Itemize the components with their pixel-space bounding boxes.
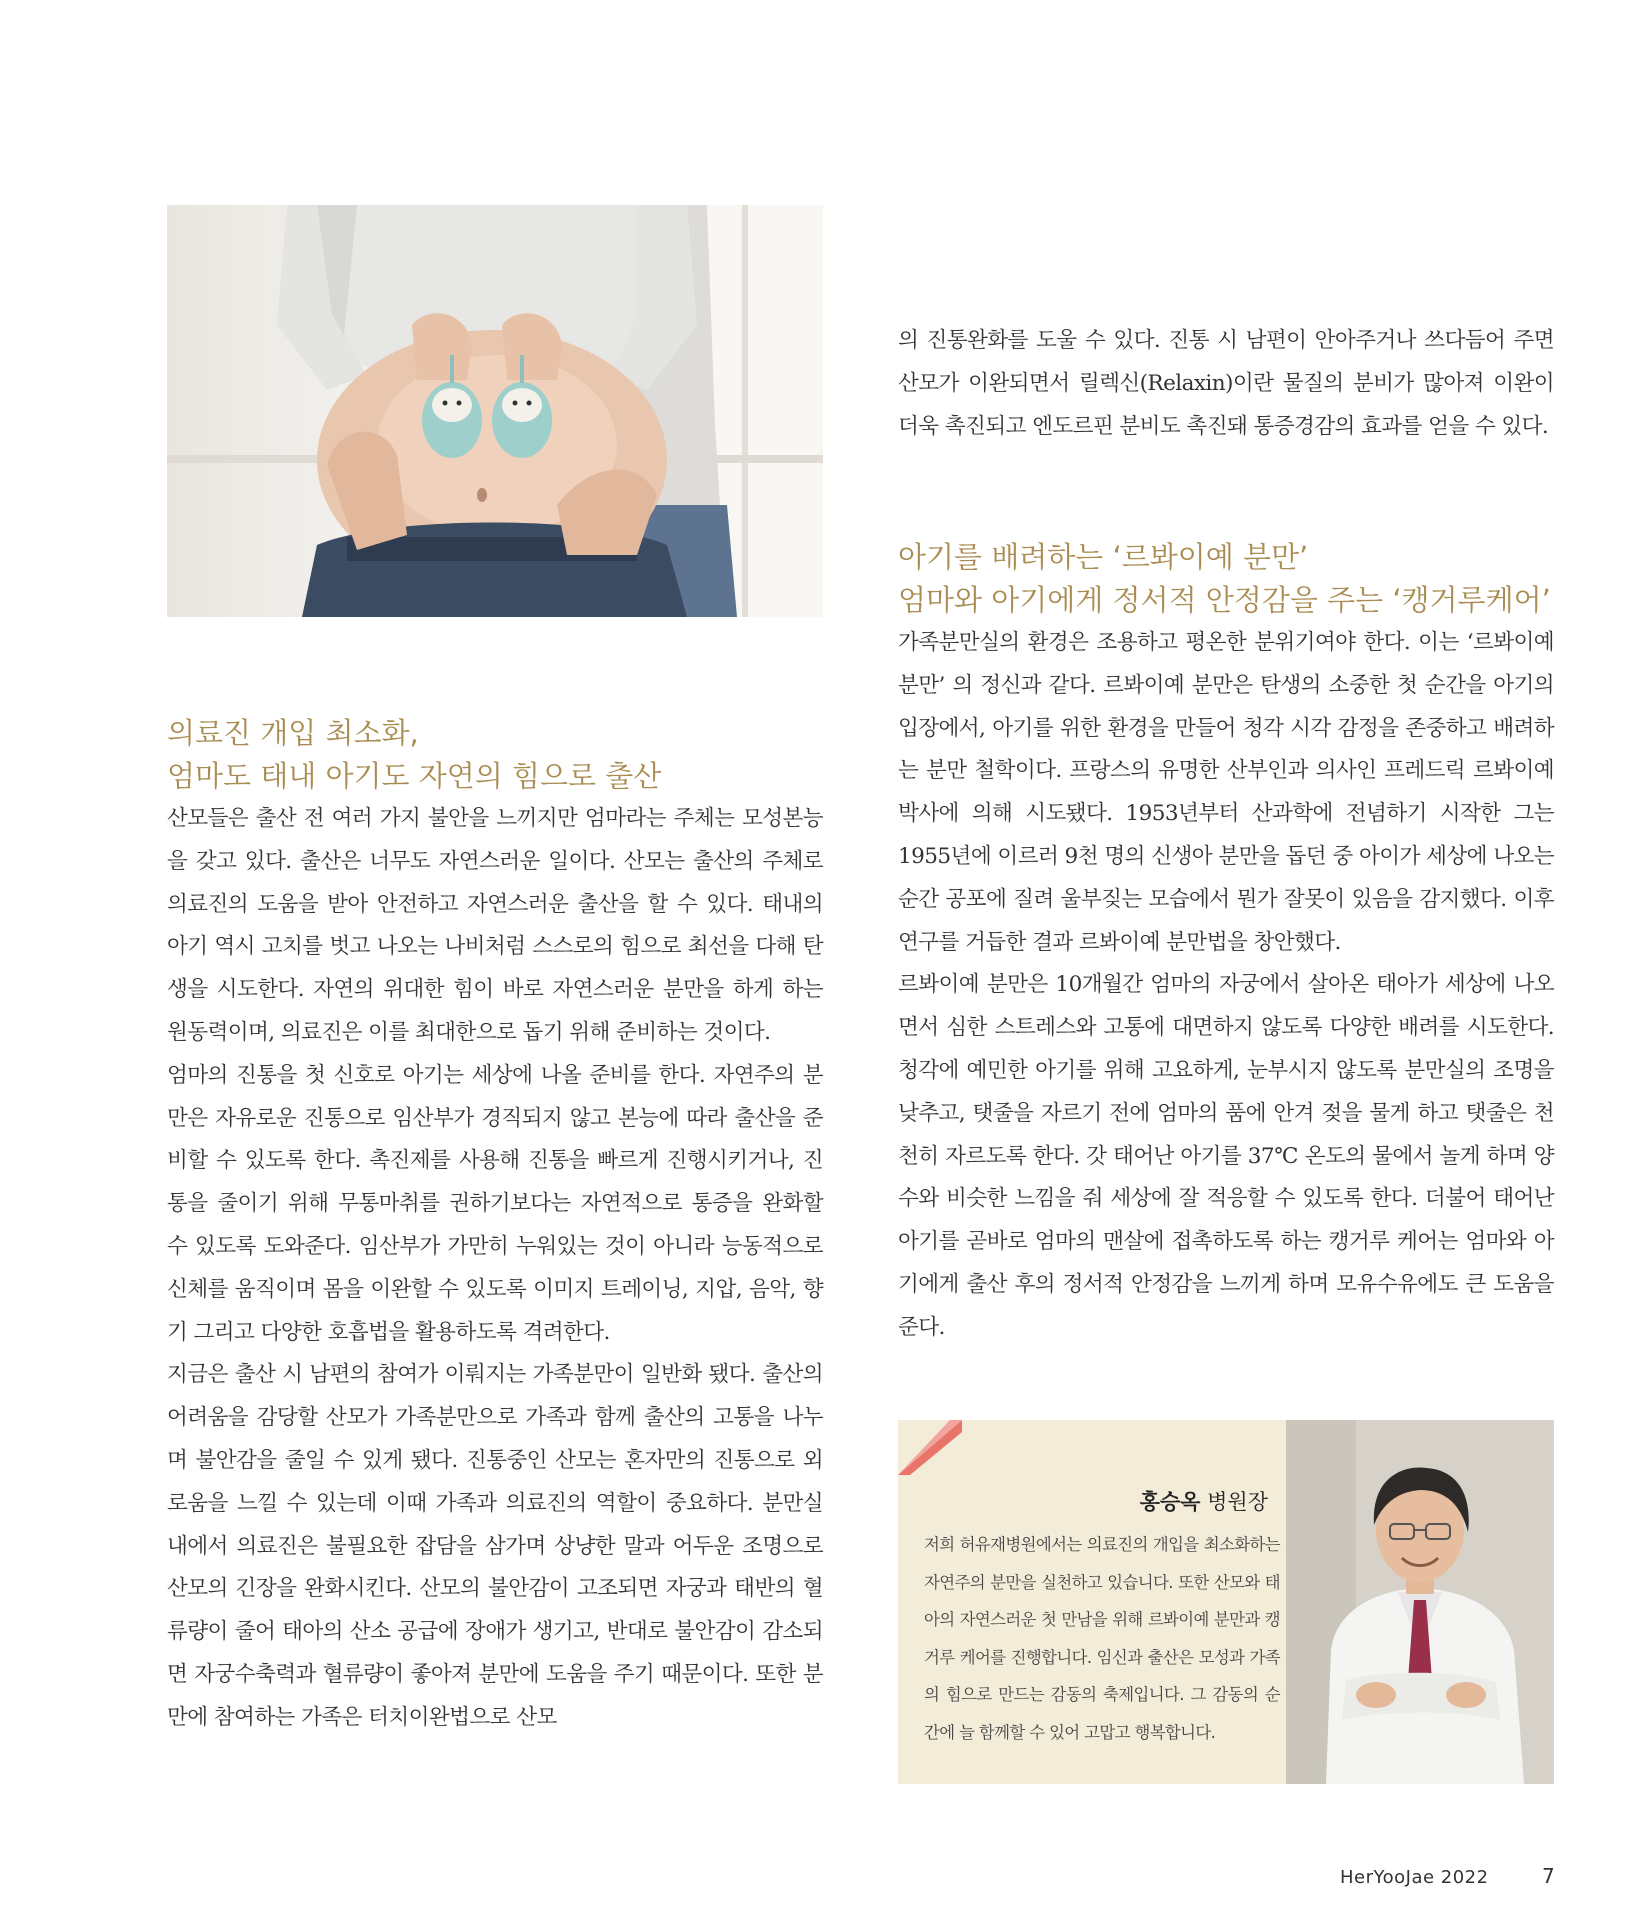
doctor-name	[898, 1486, 1268, 1516]
doctor-quote: 저희 허유재병원에서는 의료진의 개입을 최소화하는 자연주의 분만을 실천하고 있습니다. 또한 산모와 태아의 자연스러운 첫 만남을 위해 르봐이예 분만과 캥거루 케어를 진행합니다. 임신과 출산은 모성과 가족의 힘으로 만드는 감동의 축제입니다. 그 감동의 순간에 늘 함께할 수 있어 고맙고 행복합니다.	[924, 1535, 1280, 1742]
publication-name: HerYooJae 2022	[1340, 1867, 1489, 1888]
left-paragraph-2: 엄마의 진통을 첫 신호로 아기는 세상에 나올 준비를 한다. 자연주의 분만은 자유로운 진통으로 임산부가 경직되지 않고 본능에 따라 출산을 준비할 수 있도록 한다. 촉진제를 사용해 진통을 빠르게 진행시키거나, 진통을 줄이기 위해 무통마취를 권하기보다는 자연적으로 통증을 완화할 수 있도록 도와준다. 임산부가 가만히 누워있는 것이 아니라 능동적으로 신체를 움직이며 몸을 이완할 수 있도록 이미지 트레이닝, 지압, 음악, 향기 그리고 다양한 호흡법을 활용하도록 격려한다.	[167, 1062, 823, 1345]
pregnancy-photo	[167, 205, 823, 617]
doctor-portrait-icon	[1286, 1420, 1554, 1784]
left-heading-line2: 엄마도 태내 아기도 자연의 힘으로 출산	[167, 759, 662, 793]
left-paragraph-3: 지금은 출산 시 남편의 참여가 이뤄지는 가족분만이 일반화 됐다. 출산의 어려움을 감당할 산모가 가족분만으로 가족과 함께 출산의 고통을 나누며 불안감을 줄일 수 있게 됐다. 진통중인 산모는 혼자만의 진통으로 외로움을 느낄 수 있는데 이때 가족과 의료진의 역할이 중요하다. 분만실 내에서 의료진은 불필요한 잡담을 삼가며 상냥한 말과 어두운 조명으로 산모의 긴장을 완화시킨다. 산모의 불안감이 고조되면 자궁과 태반의 혈류량이 줄어 태아의 산소 공급에 장애가 생기고, 반대로 불안감이 감소되면 자궁수축력과 혈류량이 좋아져 분만에 도움을 주기 때문이다. 또한 분만에 참여하는 가족은 터치이완법으로 산모	[167, 1362, 823, 1730]
left-heading	[167, 712, 823, 798]
left-heading-line1: 의료진 개입 최소화,	[167, 716, 419, 750]
left-column	[167, 712, 823, 1740]
pregnant-belly-baby-shoes-icon	[167, 205, 823, 617]
right-column	[898, 536, 1554, 1350]
right-heading-line2: 엄마와 아기에게 정서적 안정감을 주는 ‘캥거루케어’	[898, 583, 1551, 617]
page-number: 7	[1542, 1864, 1555, 1888]
doctor-title: 병원장	[1207, 1490, 1268, 1514]
right-continuation: 의 진통완화를 도울 수 있다. 진통 시 남편이 안아주거나 쓰다듬어 주면 산모가 이완되면서 릴렉신(Relaxin)이란 물질의 분비가 많아져 이완이 더욱 촉진되고 엔도르핀 분비도 촉진돼 통증경감의 효과를 얻을 수 있다.	[898, 328, 1554, 439]
doctor-quote-box	[898, 1420, 1554, 1784]
right-paragraph-2: 르봐이예 분만은 10개월간 엄마의 자궁에서 살아온 태아가 세상에 나오면서 심한 스트레스와 고통에 대면하지 않도록 다양한 배려를 시도한다. 청각에 예민한 아기를 위해 고요하게, 눈부시지 않도록 분만실의 조명을 낮추고, 탯줄을 자르기 전에 엄마의 품에 안겨 젖을 물게 하고 탯줄은 천천히 자르도록 한다. 갓 태어난 아기를 37℃ 온도의 물에서 놀게 하며 양수와 비슷한 느낌을 줘 세상에 잘 적응할 수 있도록 한다. 더불어 태어난 아기를 곧바로 엄마의 맨살에 접촉하도록 하는 캥거루 케어는 엄마와 아기에게 출산 후의 정서적 안정감을 느끼게 하며 모유수유에도 큰 도움을 준다.	[898, 972, 1554, 1340]
right-heading-line1: 아기를 배려하는 ‘르봐이예 분만’	[898, 540, 1309, 574]
right-paragraph-1: 가족분만실의 환경은 조용하고 평온한 분위기여야 한다. 이는 ‘르봐이예 분만’ 의 정신과 같다. 르봐이예 분만은 탄생의 소중한 첫 순간을 아기의 입장에서, 아기를 위한 환경을 만들어 청각 시각 감정을 존중하고 배려하는 분만 철학이다. 프랑스의 유명한 산부인과 의사인 프레드릭 르봐이예 박사에 의해 시도됐다. 1953년부터 산과학에 전념하기 시작한 그는 1955년에 이르러 9천 명의 신생아 분만을 돕던 중 아이가 세상에 나오는 순간 공포에 질려 울부짖는 모습에서 뭔가 잘못이 있음을 감지했다. 이후 연구를 거듭한 결과 르봐이예 분만법을 창안했다.	[898, 630, 1554, 955]
doctor-photo	[1286, 1420, 1554, 1784]
doctor-name-text: 홍승옥	[1139, 1490, 1201, 1514]
left-paragraph-1: 산모들은 출산 전 여러 가지 불안을 느끼지만 엄마라는 주체는 모성본능을 갖고 있다. 출산은 너무도 자연스러운 일이다. 산모는 출산의 주체로 의료진의 도움을 받아 안전하고 자연스러운 출산을 할 수 있다. 태내의 아기 역시 고치를 벗고 나오는 나비처럼 스스로의 힘으로 최선을 다해 탄생을 시도한다. 자연의 위대한 힘이 바로 자연스러운 분만을 하게 하는 원동력이며, 의료진은 이를 최대한으로 돕기 위해 준비하는 것이다.	[167, 806, 823, 1045]
corner-accent-icon	[898, 1420, 962, 1475]
right-heading	[898, 536, 1554, 622]
